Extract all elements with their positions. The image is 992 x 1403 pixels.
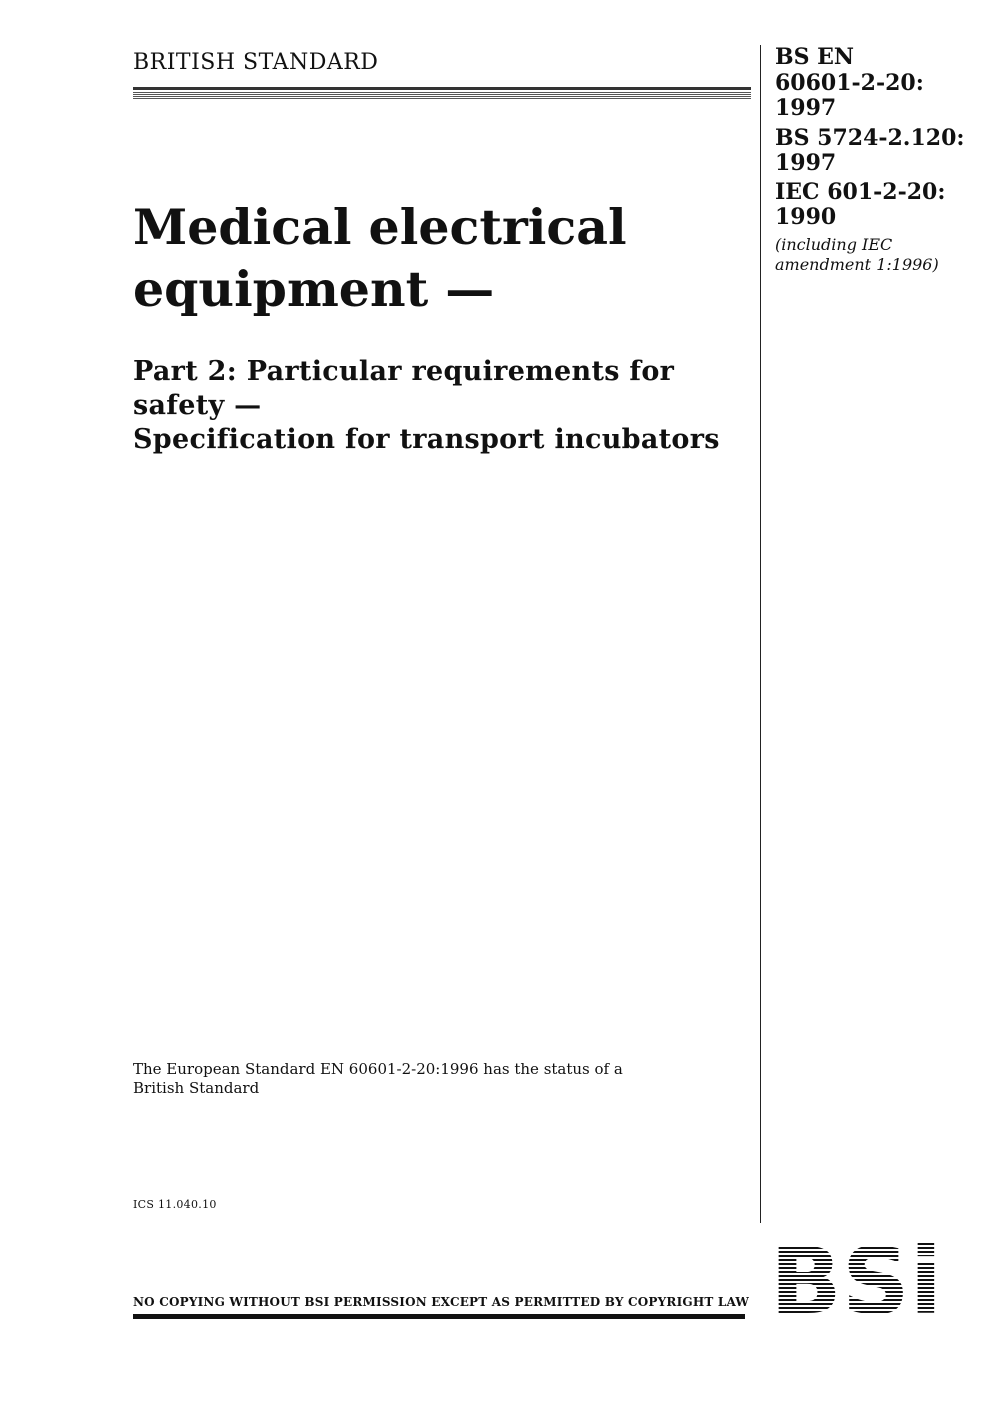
status-note-line: British Standard <box>133 1079 260 1097</box>
svg-text:BSi: BSi <box>770 1243 942 1318</box>
standard-line: 1997 <box>775 95 837 121</box>
subtitle-line: Specification for transport incubators <box>133 424 720 455</box>
page-title <box>133 196 627 320</box>
copyright-notice: NO COPYING WITHOUT BSI PERMISSION EXCEPT AS PERMITTED BY COPYRIGHT LAW <box>133 1295 750 1309</box>
header-rule <box>133 87 751 90</box>
title-line: equipment — <box>133 260 495 318</box>
amendment-note-line: (including IEC <box>775 235 893 254</box>
subtitle-line: safety — <box>133 390 262 421</box>
standard-line: IEC 601-2-20: <box>775 179 946 205</box>
amendment-note-line: amendment 1:1996) <box>775 255 939 274</box>
column-divider <box>760 45 761 1223</box>
page-subtitle <box>133 355 720 457</box>
status-note-line: The European Standard EN 60601-2-20:1996 has the status of a <box>133 1060 623 1078</box>
bsi-logo-icon <box>768 1243 945 1318</box>
title-line: Medical electrical <box>133 198 627 256</box>
standard-line: 1997 <box>775 150 837 176</box>
standard-line: BS EN <box>775 44 855 70</box>
subtitle-line: Part 2: Particular requirements for <box>133 356 675 387</box>
copyright-rule <box>133 1314 745 1319</box>
header-hatch-rule <box>133 92 751 99</box>
header-label: BRITISH STANDARD <box>133 50 379 75</box>
ics-code: ICS 11.040.10 <box>133 1198 217 1211</box>
standard-line: 1990 <box>775 204 837 230</box>
standard-line: 60601-2-20: <box>775 70 924 96</box>
status-note <box>133 1060 653 1098</box>
standard-line: BS 5724-2.120: <box>775 125 965 151</box>
